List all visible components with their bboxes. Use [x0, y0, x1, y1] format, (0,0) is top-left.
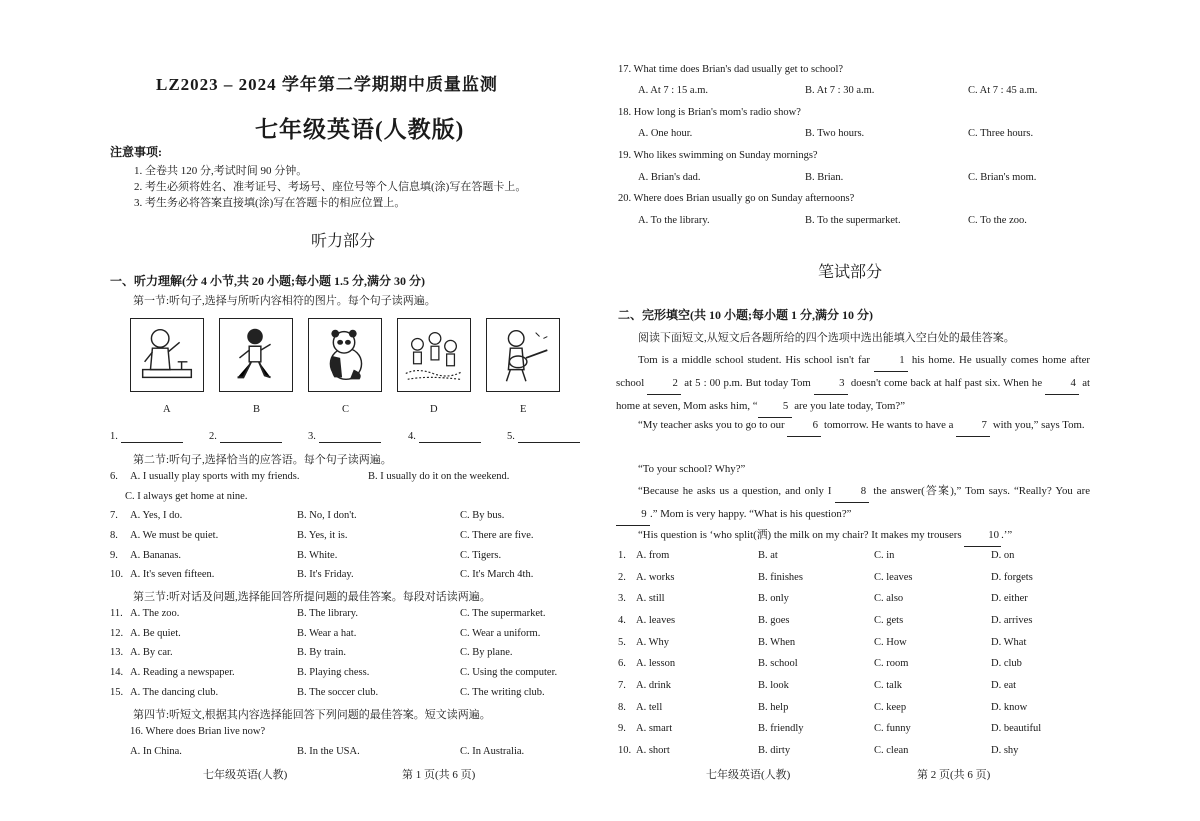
option-c[interactable]: C. To the zoo. — [968, 215, 1027, 226]
option-a[interactable]: A. Yes, I do. — [130, 510, 183, 521]
footer-page-number: 第 2 页(共 6 页) — [917, 769, 991, 781]
option-b[interactable]: B. Yes, it is. — [297, 530, 348, 541]
option-c[interactable]: C. I always get home at nine. — [125, 491, 248, 502]
option-c[interactable]: C. Brian's mom. — [968, 172, 1037, 183]
blank-line[interactable] — [518, 431, 580, 443]
option-a[interactable]: A. The dancing club. — [130, 687, 219, 698]
option-a[interactable]: A. Be quiet. — [130, 628, 181, 639]
cloze-instruction: 阅读下面短文,从短文后各题所给的四个选项中选出能填入空白处的最佳答案。 — [638, 332, 1015, 344]
picture-label: A — [163, 404, 171, 415]
picture-label: C — [342, 404, 350, 415]
option-a[interactable]: A. leaves — [636, 615, 676, 626]
answer-blank[interactable]: 4. — [408, 431, 481, 443]
option-b[interactable]: B. Two hours. — [805, 128, 865, 139]
boy-washing-icon — [131, 319, 203, 391]
option-b[interactable]: B. dirty — [758, 745, 791, 756]
option-d[interactable]: D. club — [991, 658, 1022, 669]
picture-label: E — [520, 404, 527, 415]
option-c[interactable]: C. At 7 : 45 a.m. — [968, 85, 1038, 96]
option-b[interactable]: B. It's Friday. — [297, 569, 354, 580]
picture-b — [219, 318, 293, 392]
option-a[interactable]: A. To the library. — [638, 215, 710, 226]
option-d[interactable]: D. know — [991, 702, 1028, 713]
option-b[interactable]: B. I usually do it on the weekend. — [368, 471, 510, 482]
cloze-blank[interactable]: 3 — [814, 372, 848, 395]
picture-d — [397, 318, 471, 392]
cloze-blank[interactable]: 9 — [616, 503, 650, 526]
option-d[interactable]: D. on — [991, 550, 1015, 561]
option-b[interactable]: B. look — [758, 680, 789, 691]
exam-title: LZ2023 – 2024 学年第二学期期中质量监测 — [156, 75, 498, 94]
answer-blank[interactable]: 5. — [507, 431, 580, 443]
option-c[interactable]: C. keep — [874, 702, 907, 713]
cloze-paragraph-4: “Because he asks us a question, and only I 8 the answer(答案),” Tom says. “Really? You are 9 .” Mom is very happy. “What is his question?” — [616, 480, 1090, 526]
part2-heading: 二、完形填空(共 10 小题;每小题 1 分,满分 10 分) — [618, 308, 873, 322]
answer-blank[interactable]: 1. — [110, 431, 183, 443]
option-c[interactable]: C. funny — [874, 723, 911, 734]
option-a[interactable]: A. One hour. — [638, 128, 693, 139]
boy-running-icon — [220, 319, 292, 391]
answer-blank[interactable]: 2. — [209, 431, 282, 443]
option-d[interactable]: D. eat — [991, 680, 1017, 691]
kids-playing-icon — [398, 319, 470, 391]
option-a[interactable]: A. I usually play sports with my friends. — [130, 471, 300, 482]
footer-page-number: 第 1 页(共 6 页) — [402, 769, 476, 781]
cloze-paragraph-2: “My teacher asks you to go to our 6 tomorrow. He wants to have a 7 with you,” says Tom. — [616, 414, 1090, 437]
option-a[interactable]: A. tell — [636, 702, 663, 713]
option-b[interactable]: B. White. — [297, 550, 338, 561]
option-d[interactable]: D. What — [991, 637, 1027, 648]
option-c[interactable]: C. talk — [874, 680, 902, 691]
option-d[interactable]: D. forgets — [991, 572, 1033, 583]
cloze-blank[interactable]: 2 — [647, 372, 681, 395]
footer-subject: 七年级英语(人教) — [203, 769, 288, 781]
panda-icon — [309, 319, 381, 391]
note-item: 2. 考生必须将姓名、准考证号、考场号、座位号等个人信息填(涂)写在答题卡上。 — [134, 181, 527, 193]
section2-instruction: 第二节:听句子,选择恰当的应答语。每个句子读两遍。 — [133, 454, 392, 466]
option-a[interactable]: A. Brian's dad. — [638, 172, 701, 183]
option-b[interactable]: B. At 7 : 30 a.m. — [805, 85, 875, 96]
cloze-blank[interactable]: 7 — [956, 414, 990, 437]
option-b[interactable]: B. help — [758, 702, 789, 713]
cloze-blank[interactable]: 8 — [835, 480, 869, 503]
option-a[interactable]: A. It's seven fifteen. — [130, 569, 215, 580]
blank-line[interactable] — [220, 431, 282, 443]
option-c[interactable]: C. It's March 4th. — [460, 569, 534, 580]
blank-line[interactable] — [419, 431, 481, 443]
option-c[interactable]: C. Wear a uniform. — [460, 628, 541, 639]
option-b[interactable]: B. Brian. — [805, 172, 844, 183]
option-c[interactable]: C. gets — [874, 615, 904, 626]
option-a[interactable]: A. At 7 : 15 a.m. — [638, 85, 708, 96]
option-a[interactable]: A. still — [636, 593, 665, 604]
option-c[interactable]: C. The writing club. — [460, 687, 545, 698]
option-c[interactable]: C. clean — [874, 745, 909, 756]
option-b[interactable]: B. friendly — [758, 723, 804, 734]
option-c[interactable]: C. leaves — [874, 572, 913, 583]
option-c[interactable]: C. How — [874, 637, 907, 648]
option-a[interactable]: A. short — [636, 745, 670, 756]
part1-heading: 一、听力理解(分 4 小节,共 20 小题;每小题 1.5 分,满分 30 分) — [110, 274, 425, 288]
cloze-blank[interactable]: 5 — [758, 395, 792, 418]
exam-subtitle: 七年级英语(人教版) — [255, 117, 465, 142]
picture-e — [486, 318, 560, 392]
option-c[interactable]: C. There are five. — [460, 530, 534, 541]
note-item: 1. 全卷共 120 分,考试时间 90 分钟。 — [134, 165, 308, 177]
cloze-blank[interactable]: 6 — [787, 414, 821, 437]
option-c[interactable]: C. also — [874, 593, 904, 604]
picture-label: B — [253, 404, 261, 415]
option-b[interactable]: B. To the supermarket. — [805, 215, 901, 226]
notes-heading: 注意事项: — [110, 145, 162, 159]
section1-instruction: 第一节:听句子,选择与所听内容相符的图片。每个句子读两遍。 — [133, 295, 436, 307]
blank-line[interactable] — [319, 431, 381, 443]
option-b[interactable]: B. finishes — [758, 572, 803, 583]
option-d[interactable]: D. arrives — [991, 615, 1033, 626]
option-c[interactable]: C. in — [874, 550, 895, 561]
option-a[interactable]: A. In China. — [130, 746, 182, 757]
blank-line[interactable] — [121, 431, 183, 443]
option-a[interactable]: A. Reading a newspaper. — [130, 667, 235, 678]
page-1: LZ2023 – 2024 学年第二学期期中质量监测 七年级英语(人教版) 注意事项: 1. 全卷共 120 分,考试时间 90 分钟。 2. 考生必须将姓名、准考证号、考场号、座位号等个人信息填(涂)写在答题卡上。 3. 考生务必将答案直接填(涂)写在答题卡的相应位置上。 听力部分 一、听力理解(分 4 小节,共 20 小题;每小题 1.5 分,满分 30 分) 第一节:听句子,选择与所听内容相符的图片。每个句子读两遍。 A B C D E 1. 2. 3. 4. 5. 第二节:听句子,选择恰当的应答语。每个句子读两遍。 6. A. I usually play sports with my friends. B. I usually do it on the weekend. C. I always get home at nine. 7. A. Yes, I do. B. No, I don't. C. By bus. 8. A. We must be quiet. B. Yes, it is. C. There are five. 9. A. Bananas. B. White. C. Tigers. 10. A. It's seven fifteen. B. It's Friday. C. It's March 4th. 第三节:听对话及问题,选择能回答所提问题的最佳答案。每段对话读两遍。 11. A. The zoo. B. The library. C. The supermarket. 12. A. Be quiet. B. Wear a hat. C. Wear a uniform. 13. A. By car. B. By train. C. By plane. 14. A. Reading a newspaper. B. Playing chess. C. Using the computer. 15. A. The dancing club. B. The soccer club. C. The writing club. 第四节:听短文,根据其内容选择能回答下列问题的最佳答案。短文读两遍。 16. Where does Brian live now? A. In China. B. In the USA. C. In Australia. 七年级英语(人教) 第 1 页(共 6 页) — [108, 0, 588, 821]
option-a[interactable]: A. The zoo. — [130, 608, 180, 619]
cloze-paragraph-5: “His question is ‘who split(洒) the milk on my chair? It makes my trousers 10 .’” — [616, 524, 1090, 547]
option-b[interactable]: B. only — [758, 593, 789, 604]
option-b[interactable]: B. The soccer club. — [297, 687, 379, 698]
footer-subject: 七年级英语(人教) — [706, 769, 791, 781]
boy-guitar-icon — [487, 319, 559, 391]
picture-c — [308, 318, 382, 392]
option-c[interactable]: C. Three hours. — [968, 128, 1034, 139]
option-a[interactable]: A. By car. — [130, 647, 173, 658]
option-c[interactable]: C. By bus. — [460, 510, 505, 521]
option-b[interactable]: B. In the USA. — [297, 746, 360, 757]
option-a[interactable]: A. works — [636, 572, 675, 583]
option-c[interactable]: C. In Australia. — [460, 746, 525, 757]
cloze-blank[interactable]: 4 — [1045, 372, 1079, 395]
option-c[interactable]: C. By plane. — [460, 647, 513, 658]
writing-section-title: 笔试部分 — [818, 264, 883, 281]
cloze-blank[interactable]: 1 — [874, 349, 908, 372]
picture-label: D — [430, 404, 438, 415]
cloze-paragraph-3: “To your school? Why?” — [638, 463, 746, 475]
option-a[interactable]: A. from — [636, 550, 670, 561]
option-b[interactable]: B. goes — [758, 615, 790, 626]
note-item: 3. 考生务必将答案直接填(涂)写在答题卡的相应位置上。 — [134, 197, 406, 209]
option-a[interactable]: A. We must be quiet. — [130, 530, 219, 541]
option-b[interactable]: B. Wear a hat. — [297, 628, 357, 639]
option-b[interactable]: B. at — [758, 550, 778, 561]
option-b[interactable]: B. By train. — [297, 647, 346, 658]
option-c[interactable]: C. The supermarket. — [460, 608, 546, 619]
cloze-blank[interactable]: 10 — [964, 524, 1001, 547]
option-c[interactable]: C. room — [874, 658, 909, 669]
option-a[interactable]: A. drink — [636, 680, 671, 691]
option-a[interactable]: A. smart — [636, 723, 673, 734]
page-2: 17. What time does Brian's dad usually get to school? A. At 7 : 15 a.m. B. At 7 : 30 a.m. C. At 7 : 45 a.m. 18. How long is Brian's mom's radio show? A. One hour. B. Two hours. C. Three hours. 19. Who likes swimming on Sunday mornings? A. Brian's dad. B. Brian. C. Brian's mom. 20. Where does Brian usually go on Sunday afternoons? A. To the library. B. To the supermarket. C. To the zoo. 笔试部分 二、完形填空(共 10 小题;每小题 1 分,满分 10 分) 阅读下面短文,从短文后各题所给的四个选项中选出能填入空白处的最佳答案。 Tom is a middle school student. His school isn't far 1 his home. He usually comes home after school 2 at 5 : 00 p.m. But today Tom 3 doesn't come back at half past six. When he 4 at home at seven, Mom asks him, “ 5 are you late today, Tom?” “My teacher asks you to go to our 6 tomorrow. He wants to have a 7 with you,” says Tom. “To your school? Why?” “Because he asks us a question, and only I 8 the answer(答案),” Tom says. “Really? You are 9 .” Mom is very happy. “What is his question?” “His question is ‘who split(洒) the milk on my chair? It makes my trousers 10 .’” 1. A. from B. at C. in D. on 2. A. works B. finishes C. leaves D. forgets 3. A. still B. only C. also D. either 4. A. leaves B. goes C. gets D. arrives 5. A. Why B. When C. How D. What 6. A. lesson B. school C. room D. club 7. A. drink B. look C. talk D. eat 8. A. tell B. help C. keep D. know 9. A. smart B. friendly C. funny D. beautiful 10. A. short B. dirty C. clean D. shy 七年级英语(人教) 第 2 页(共 6 页) — [616, 64, 1091, 781]
option-b[interactable]: B. The library. — [297, 608, 358, 619]
section4-instruction: 第四节:听短文,根据其内容选择能回答下列问题的最佳答案。短文读两遍。 — [133, 709, 491, 721]
listening-section-title: 听力部分 — [311, 233, 376, 250]
section3-instruction: 第三节:听对话及问题,选择能回答所提问题的最佳答案。每段对话读两遍。 — [133, 591, 491, 603]
option-a[interactable]: A. lesson — [636, 658, 676, 669]
option-c[interactable]: C. Using the computer. — [460, 667, 558, 678]
option-d[interactable]: D. either — [991, 593, 1028, 604]
option-a[interactable]: A. Why — [636, 637, 670, 648]
option-d[interactable]: D. shy — [991, 745, 1019, 756]
option-d[interactable]: D. beautiful — [991, 723, 1042, 734]
option-a[interactable]: A. Bananas. — [130, 550, 182, 561]
option-b[interactable]: B. school — [758, 658, 798, 669]
picture-a — [130, 318, 204, 392]
option-b[interactable]: B. Playing chess. — [297, 667, 370, 678]
option-b[interactable]: B. When — [758, 637, 796, 648]
cloze-paragraph-1: Tom is a middle school student. His school isn't far 1 his home. He usually comes home after school 2 at 5 : 00 p.m. But today Tom 3 doesn't come back at half past six. When he 4 at home at seven, Mom asks him, “ 5 are you late today, Tom?” — [616, 349, 1090, 418]
answer-blank[interactable]: 3. — [308, 431, 381, 443]
option-b[interactable]: B. No, I don't. — [297, 510, 357, 521]
option-c[interactable]: C. Tigers. — [460, 550, 502, 561]
